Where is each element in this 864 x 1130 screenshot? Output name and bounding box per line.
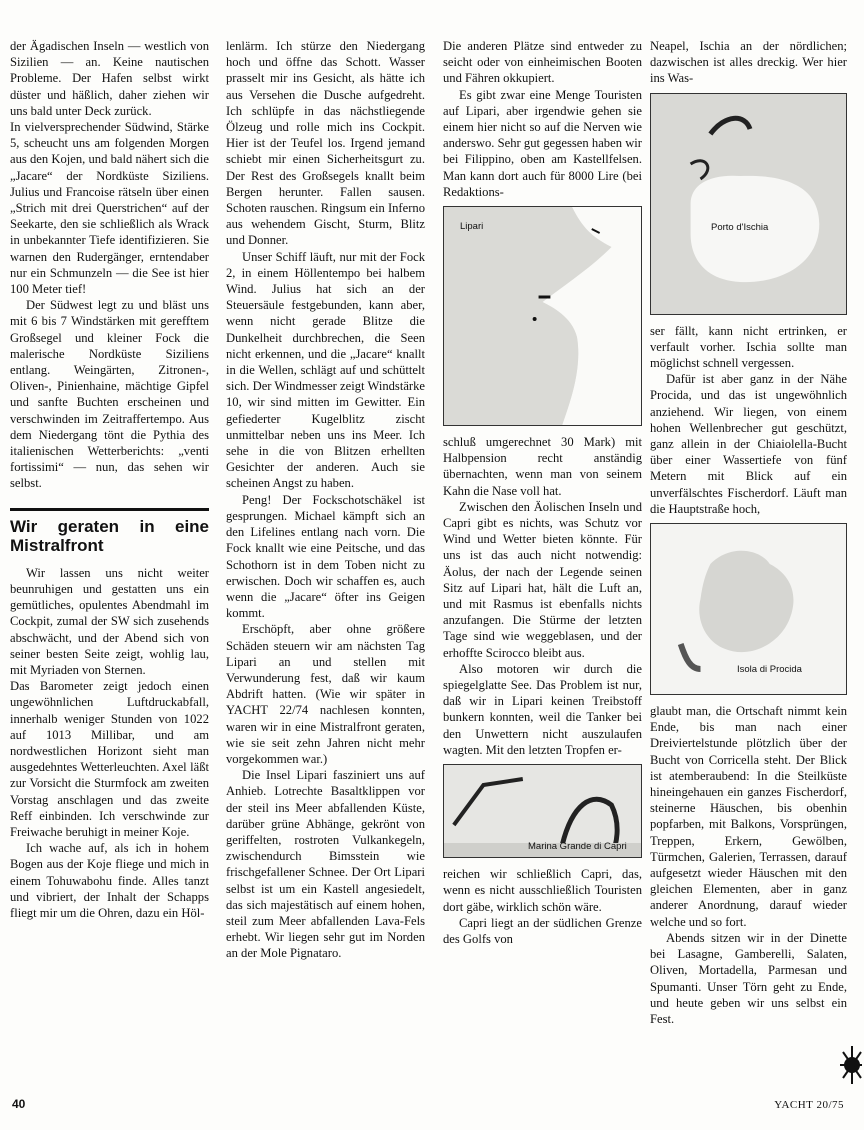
paragraph: Abends sitzen wir in der Dinette bei Lasagne, Gamberelli, Salaten, Oliven, Mortadella, Parmesan und Spumanti. Unser Törn geht zu Ende, und heute geben wir uns selbst ein Fest. xyxy=(650,930,847,1026)
paragraph: Erschöpft, aber ohne größere Schäden steuern wir am nächsten Tag Lipari an und stellen mit Verwunderung fest, daß wir kaum Abdrift hatten. (Wie wir später in YACHT 22/74 nachlesen konnten, waren wir in eine Mistralfront geraten, wie sie seit zehn Jahren nicht mehr vorgekommen war.) xyxy=(226,622,425,766)
column-2 xyxy=(226,38,425,962)
paragraph: Also motoren wir durch die spiegelglatte See. Das Problem ist nur, daß wir in Lipari keinen Treibstoff bunkern konnten, weil die Tanker bei den Unwettern nicht auszulaufen wagten. Mit den letzten Tropfen er- xyxy=(443,661,642,757)
map-label: Isola di Procida xyxy=(737,664,802,676)
paragraph: In vielversprechender Südwind, Stärke 5, scheucht uns am folgenden Morgen aus den Kojen, und bald nähert sich die „Jacare“ der Nordküste Siziliens. Julius und Francoise rätseln über einen „Strich mit drei Querstrichen“ auf der Seekarte, den sie schließlich als Wrack in unbekannter Tiefe identifizieren. Sie warnen den Rudergänger, erntendaber nur ein Schmunzeln — die See ist hier 100 Meter tief! xyxy=(10,120,209,297)
map-label: Porto d'Ischia xyxy=(711,221,769,233)
map-lipari xyxy=(443,206,642,426)
issue-label: YACHT 20/75 xyxy=(774,1099,844,1111)
paragraph: lenlärm. Ich stürze den Niedergang hoch und öffne das Schott. Wasser prasselt mir ins Gesicht, als hätte ich aus Versehen die Dusche aufgedreht. Ich schlüpfe in das nächstliegende Ölzeug und rolle mich ins Cockpit. Hier ist der Teufel los. Irgend jemand schiebt mir einen Sicherheitsgurt zu. Der Rest des Großsegels knallt beim Bergen herunter. Fallen sausen. Schoten rauschen. Ringsum ein Inferno aus wehendem Gischt, Sturm, Blitz und Donner. xyxy=(226,39,426,248)
map-ischia xyxy=(650,93,847,315)
sun-logo-icon xyxy=(838,1044,862,1086)
paragraph: Wir lassen uns nicht weiter beunruhigen und gestatten uns ein gemütliches, opulentes Abendmahl im Cockpit, zumal der SW sich zusehends abschwächt, und der Abend sich von seiner besten Seite zeigt, wohlig lau, mit Myriaden von Sternen. xyxy=(10,565,209,677)
paragraph: Dafür ist aber ganz in der Nähe Procida, und das ist ungewöhnlich anziehend. Wir liegen, von einem hohen Wellenbrecher gut geschützt, ganz allein in der Chiaiolella-Bucht über einer Wassertiefe von fünf Metern mit Blick auf ein unverfälschtes Fischerdorf. Läuft man die Hauptstraße hoch, xyxy=(650,372,847,516)
paragraph: reichen wir schließlich Capri, das, wenn es nicht ausschließlich Touristen dort gäbe, wirklich schön wäre. xyxy=(443,867,642,914)
paragraph: Der Südwest legt zu und bläst uns mit 6 bis 7 Windstärken mit gerefftem Großsegel und kleiner Fock die malerische Nordküste Siziliens entlang. Weingärten, Zitronen-, Oliven-, Pinienhaine, mächtige Gipfel und sanfte Buchten erscheinen und verschwinden im Zeitraffertempo. Aus dem Niedergang tönt die Pythia des italienischen Wetterberichts: „venti fortissimi“ — nun, das sehen wir selbst. xyxy=(10,298,209,491)
map-ischia-graphic xyxy=(651,94,846,314)
section-heading: Wir geraten in eine Mistralfront xyxy=(10,508,209,555)
map-label: Lipari xyxy=(460,221,484,233)
map-lipari-graphic xyxy=(444,207,641,425)
paragraph: Die anderen Plätze sind entweder zu seicht oder von einheimischen Booten und Fähren okkupiert. xyxy=(443,39,642,86)
paragraph: Peng! Der Fockschotschäkel ist gesprungen. Michael kämpft sich an den Lifelines entlang nach vorn. Die Fock knallt wie eine Peitsche, und das Schothorn ist in dem Toben nicht zu erwischen. Doch wir schaffen es, auch wenn die „Jacare“ öfter ins Geigen kommt. xyxy=(226,492,425,621)
paragraph: der Ägadischen Inseln — westlich von Sizilien — an. Keine nautischen Probleme. Der Hafen selbst wirkt düster und häßlich, daher ziehen wir uns bald unter Deck zurück. xyxy=(10,39,209,118)
paragraph: Neapel, Ischia an der nördlichen; dazwischen ist alles dreckig. Wer hier ins Was- xyxy=(650,39,847,86)
paragraph: schluß umgerechnet 30 Mark) mit Halbpension recht anständig übernachten, wenn man von seinem Kahn die Nase voll hat. xyxy=(443,435,642,498)
column-1 xyxy=(10,38,209,921)
map-label: Marina Grande di Capri xyxy=(528,841,627,853)
paragraph: Die Insel Lipari fasziniert uns auf Anhieb. Lotrechte Basaltklippen vor der steil ins Meer abfallenden Küste, darüber grüne Abhänge, gekrönt von geriffelten, rostroten Vulkankegeln, zwischendurch Bimsstein wie frischgefallener Schnee. Der Ort Lipari selbst ist um ein Kastell angesiedelt, das sich majestätisch auf einem hohen, steil zum Meer abfallenden Lava-Fels erhebt. Wir liegen sehr gut im Norden an der Mole Pignataro. xyxy=(226,768,425,961)
paragraph: Capri liegt an der südlichen Grenze des Golfs von xyxy=(443,915,642,946)
paragraph: Zwischen den Äolischen Inseln und Capri gibt es nichts, was Schutz vor Wind und Wetter bieten könnte. Für uns ist das auch nicht notwendig: Äolus, der nach der Legende seinen Sitz auf Lipari hat, hält die Luft an, und mit Rasmus ist ebenfalls nichts anzufangen. Die Stürme der letzten Tage sind wie weggeblasen, und der erhoffte Scirocco bleibt aus. xyxy=(443,499,642,660)
map-procida xyxy=(650,523,847,695)
paragraph: glaubt man, die Ortschaft nimmt kein Ende, bis man nach einer Dreiviertelstunde plötzlich über der Bucht von Corricella steht. Der Blick ist atemberaubend: In die Steilküste hineingehauen ein ganzes Fischerdorf, steinerne Häuschen, bis obenhin popfarben, mit Balkons, Vorsprüngen, Treppen, Erkern, Gewölben, Türmchen, Galerien, Terrassen, darauf aufgesetzt wieder Häuschen mit den gleichen Elementen, aber in ganz anderer Anordnung, darauf wieder welche und so fort. xyxy=(650,704,847,929)
column-4 xyxy=(650,38,847,1027)
paragraph: Ich wache auf, als ich in hohem Bogen aus der Koje fliege und mich in einem Tohuwabohu finde. Alles tanzt und vibriert, der Inhalt der Schapps fliegt mir um die Ohren, dazu ein Höl- xyxy=(10,841,209,920)
paragraph: Es gibt zwar eine Menge Touristen auf Lipari, aber irgendwie gehen sie einem hier nicht so auf die Nerven wie anderswo. Sehr gut gegessen haben wir bei Filippino, oben am Kastellfelsen. Man kann dort auch für 8000 Lire (bei Redaktions- xyxy=(443,87,642,199)
paragraph: Das Barometer zeigt jedoch einen ungewöhnlichen Luftdruckabfall, innerhalb weniger Stunden von 1022 auf 1013 Millibar, und am nordwestlichen Horizont sieht man ausgedehntes Wetterleuchten. Axel läßt zur Vorsicht die Sturmfock am zweiten Vorstag anschlagen und das zweite Reff einbinden. Ich verschwinde zur Freiwache beruhigt in meiner Koje. xyxy=(10,679,209,839)
page-number: 40 xyxy=(12,1097,26,1111)
map-capri xyxy=(443,764,642,858)
column-3 xyxy=(443,38,642,947)
paragraph: ser fällt, kann nicht ertrinken, er verfault vorher. Ischia sollte man möglichst schnell vergessen. xyxy=(650,323,847,371)
paragraph: Unser Schiff läuft, nur mit der Fock 2, in einem Höllentempo bei halbem Wind. Julius hat sich an der Steuersäule festgebunden, kann aber, wenn nicht gerade Blitze die Dunkelheit durchbrechen, die Seen nicht erkennen, und die „Jacare“ knallt in die Wellen, schlägt auf und schüttelt sich. Der Windmesser zeigt Windstärke 10, wir sind mitten im Gewitter. Ein gefiederter Kugelblitz zischt unmittelbar neben uns ins Meer. Ich sehe in die von Blitzen erhellten Gesichter der anderen. Auch sie scheinen Angst zu haben. xyxy=(226,249,425,491)
